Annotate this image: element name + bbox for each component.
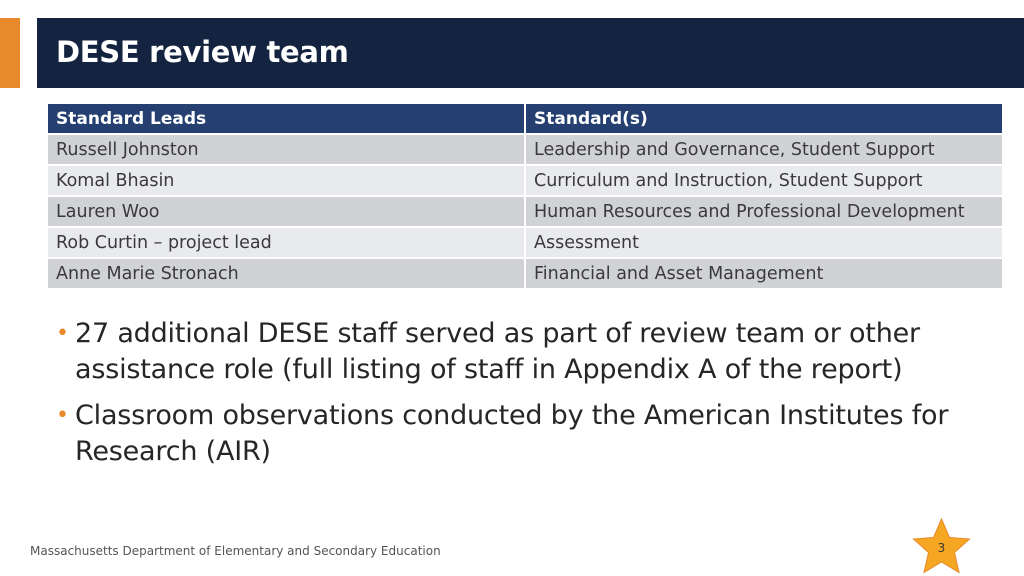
standards-cell: Human Resources and Professional Development: [526, 197, 1002, 228]
bullet-item: [56, 398, 986, 470]
standards-cell: Assessment: [526, 228, 1002, 259]
table-row: [48, 228, 1002, 259]
footer-organization: Massachusetts Department of Elementary and Secondary Education: [30, 544, 441, 558]
table-row: [48, 197, 1002, 228]
lead-name-cell: Rob Curtin – project lead: [48, 228, 526, 259]
table-header-row: [48, 104, 1002, 135]
page-number-badge: [911, 517, 972, 575]
slide-title: DESE review team: [56, 35, 349, 69]
bullet-text: Classroom observations conducted by the American Institutes for Research (AIR): [75, 400, 949, 467]
review-team-table: [48, 104, 1002, 290]
title-accent-bar: [0, 18, 20, 88]
lead-name-cell: Anne Marie Stronach: [48, 259, 526, 290]
bullet-text: 27 additional DESE staff served as part of review team or other assistance role (full listing of staff in Appendix A of the report): [75, 318, 920, 385]
lead-name-cell: Komal Bhasin: [48, 166, 526, 197]
standards-cell: Financial and Asset Management: [526, 259, 1002, 290]
bullet-item: [56, 316, 986, 388]
lead-name-cell: Lauren Woo: [48, 197, 526, 228]
table-row: [48, 135, 1002, 166]
table-row: [48, 166, 1002, 197]
column-header-standard-leads: Standard Leads: [48, 104, 526, 135]
table-row: [48, 259, 1002, 290]
bullet-dot-icon: •: [56, 403, 69, 428]
bullet-list: [56, 316, 986, 480]
standards-cell: Leadership and Governance, Student Support: [526, 135, 1002, 166]
column-header-standards: Standard(s): [526, 104, 1002, 135]
lead-name-cell: Russell Johnston: [48, 135, 526, 166]
bullet-dot-icon: •: [56, 321, 69, 346]
page-number: 3: [937, 541, 946, 555]
standards-cell: Curriculum and Instruction, Student Support: [526, 166, 1002, 197]
